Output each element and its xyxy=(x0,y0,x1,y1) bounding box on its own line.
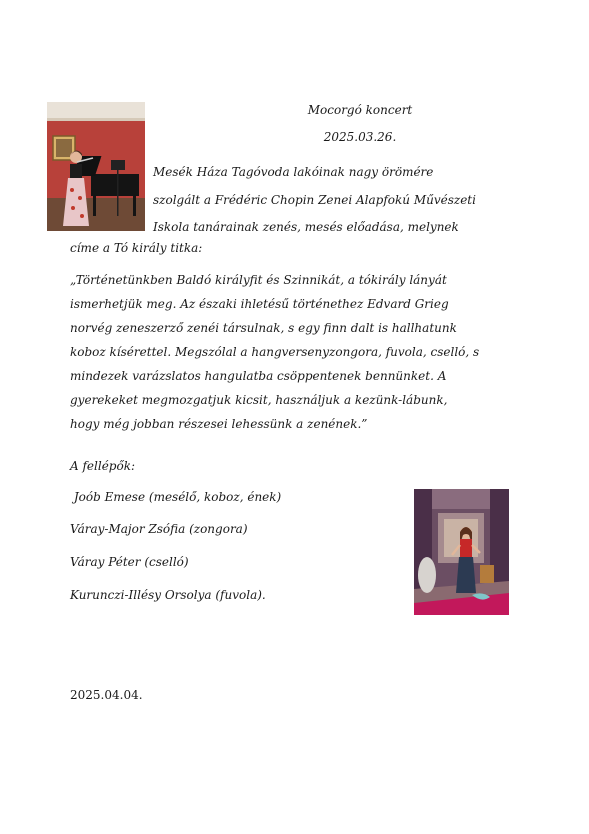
quote-line: koboz kísérettel. Megszólal a hangversenyzongora, fuvola, cselló, s xyxy=(70,345,480,359)
quote-line: gyerekeket megmozgatjuk kicsit, használjuk a kezünk-lábunk, xyxy=(70,393,448,407)
intro-line: Mesék Háza Tagóvoda lakóinak nagy örömére xyxy=(153,165,434,179)
performers-heading: A fellépők: xyxy=(70,459,136,473)
performer-item: Joób Emese (mesélő, koboz, ének) xyxy=(70,490,282,504)
quote-line: ismerhetjük meg. Az északi ihletésű történethez Edvard Grieg xyxy=(70,297,449,311)
quote-line: norvég zeneszerző zenéi társulnak, s egy finn dalt is hallhatunk xyxy=(70,321,457,335)
quote-paragraph xyxy=(70,268,479,436)
photo-flute-performance xyxy=(47,102,145,231)
photo-storyteller-performance xyxy=(414,489,509,615)
intro-line: Iskola tanárainak zenés, mesés előadása, melynek xyxy=(153,220,459,234)
quote-line: mindezek varázslatos hangulatba csöppentenek bennünket. A xyxy=(70,369,447,383)
event-title: Mocorgó koncert xyxy=(307,103,413,117)
quote-line: „Történetünkben Baldó királyfit és Szinnikát, a tókirály lányát xyxy=(70,273,447,287)
event-date: 2025.03.26. xyxy=(323,130,397,144)
intro-line: szolgált a Frédéric Chopin Zenei Alapfokú Művészeti xyxy=(153,193,476,207)
performer-item: Kurunczi-Illésy Orsolya (fuvola). xyxy=(70,588,266,602)
footer-date: 2025.04.04. xyxy=(70,688,143,702)
intro-line: címe a Tó király titka: xyxy=(70,241,203,255)
quote-line: hogy még jobban részesei lehessünk a zenének.” xyxy=(70,417,368,431)
performer-item: Váray Péter (cselló) xyxy=(70,555,189,569)
performer-item: Váray-Major Zsófia (zongora) xyxy=(70,522,248,536)
